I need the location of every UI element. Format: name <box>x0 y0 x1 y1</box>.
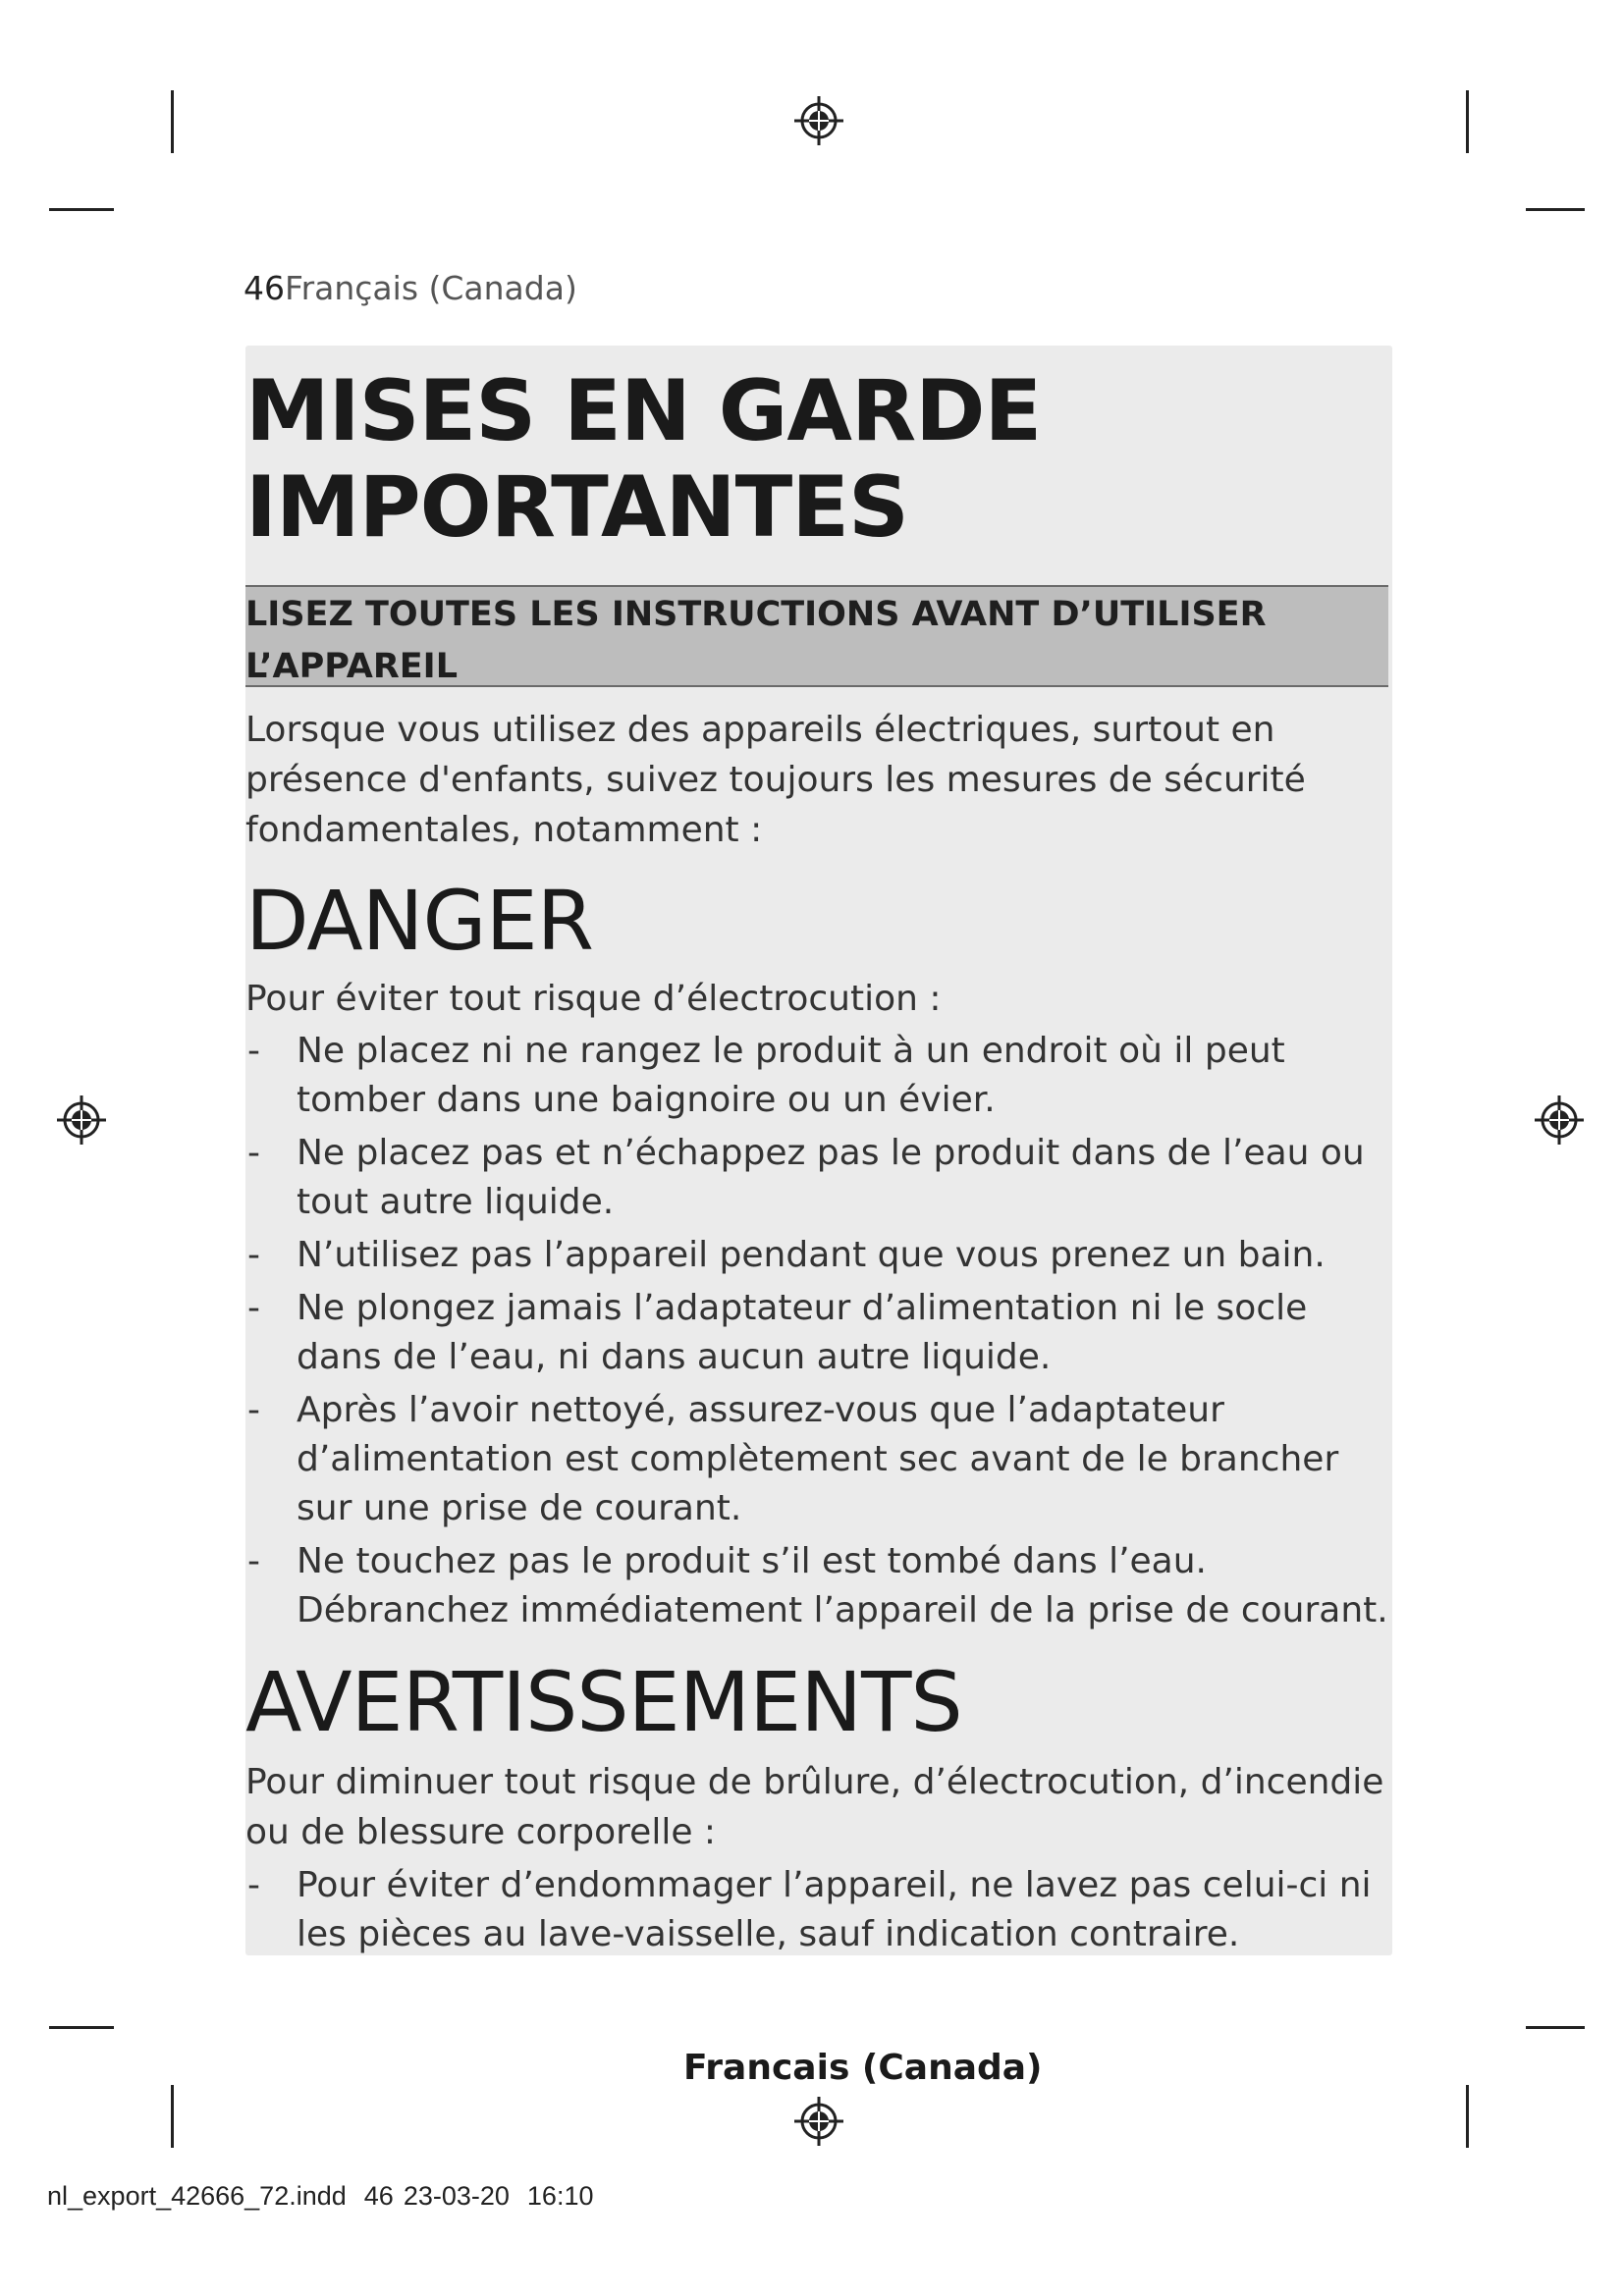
main-title-line: MISES EN GARDE <box>245 362 1042 460</box>
bullet-dash: - <box>247 1288 260 1328</box>
list-item: - Ne touchez pas le produit s’il est tombé dans l’eau. Débranchez immédiatement l’appareil de la prise de courant. <box>245 1537 1394 1635</box>
danger-intro: Pour éviter tout risque d’électrocution : <box>245 979 942 1019</box>
list-item: - Ne placez pas et n’échappez pas le produit dans de l’eau ou tout autre liquide. <box>245 1129 1394 1227</box>
registration-mark-icon <box>1533 1094 1586 1147</box>
crop-mark-top-left <box>171 90 174 153</box>
crop-mark-right-upper <box>1526 208 1585 211</box>
crop-mark-right-lower <box>1526 2026 1585 2029</box>
warnings-title: AVERTISSEMENTS <box>245 1654 962 1750</box>
slug-page: 46 <box>363 2181 394 2211</box>
main-title-line: IMPORTANTES <box>245 458 908 557</box>
warnings-intro: Pour diminuer tout risque de brûlure, d’électrocution, d’incendie ou de blessure corporelle : <box>245 1762 1384 1852</box>
print-slug <box>47 2181 611 2212</box>
slug-time: 16:10 <box>526 2181 594 2211</box>
registration-mark-icon <box>792 2095 845 2148</box>
warnings-list <box>245 1861 1394 1963</box>
footer-language-label: Francais (Canada) <box>683 2048 1043 2088</box>
bullet-dash: - <box>247 1390 260 1430</box>
list-item: - Ne plongez jamais l’adaptateur d’alimentation ni le socle dans de l’eau, ni dans aucun autre liquide. <box>245 1284 1394 1382</box>
header-language: Français (Canada) <box>285 269 577 307</box>
slug-filename: nl_export_42666_72.indd <box>47 2181 347 2211</box>
crop-mark-left-lower <box>49 2026 114 2029</box>
crop-mark-left-upper <box>49 208 114 211</box>
list-item: - Pour éviter d’endommager l’appareil, ne lavez pas celui-ci ni les pièces au lave-vaisselle, sauf indication contraire. <box>245 1861 1394 1959</box>
intro-paragraph: Lorsque vous utilisez des appareils électriques, surtout en présence d'enfants, suivez toujours les mesures de sécurité fondamentales, notamment : <box>245 710 1306 850</box>
bullet-dash: - <box>247 1235 260 1275</box>
instructions-line: L’APPAREIL <box>245 647 458 686</box>
crop-mark-top-right <box>1466 90 1469 153</box>
crop-mark-bottom-left <box>171 2085 174 2148</box>
list-item: - Après l’avoir nettoyé, assurez-vous que l’adaptateur d’alimentation est complètement sec avant de le brancher sur une prise de courant. <box>245 1386 1394 1533</box>
slug-date: 23-03-20 <box>403 2181 510 2211</box>
crop-mark-bottom-right <box>1466 2085 1469 2148</box>
list-item: - N’utilisez pas l’appareil pendant que vous prenez un bain. <box>245 1231 1394 1280</box>
page-header <box>244 269 577 307</box>
registration-mark-icon <box>55 1094 108 1147</box>
bullet-dash: - <box>247 1133 260 1173</box>
main-title <box>245 363 1375 556</box>
bullet-dash: - <box>247 1031 260 1071</box>
danger-title: DANGER <box>245 873 594 969</box>
page-number: 46 <box>244 269 285 307</box>
bullet-dash: - <box>247 1865 260 1905</box>
danger-list <box>245 1027 1394 1639</box>
instructions-banner-text <box>245 589 1375 693</box>
bullet-dash: - <box>247 1541 260 1581</box>
registration-mark-icon <box>792 94 845 147</box>
list-item: - Ne placez ni ne rangez le produit à un endroit où il peut tomber dans une baignoire ou un évier. <box>245 1027 1394 1125</box>
instructions-line: LISEZ TOUTES LES INSTRUCTIONS AVANT D’UTILISER <box>245 595 1267 634</box>
